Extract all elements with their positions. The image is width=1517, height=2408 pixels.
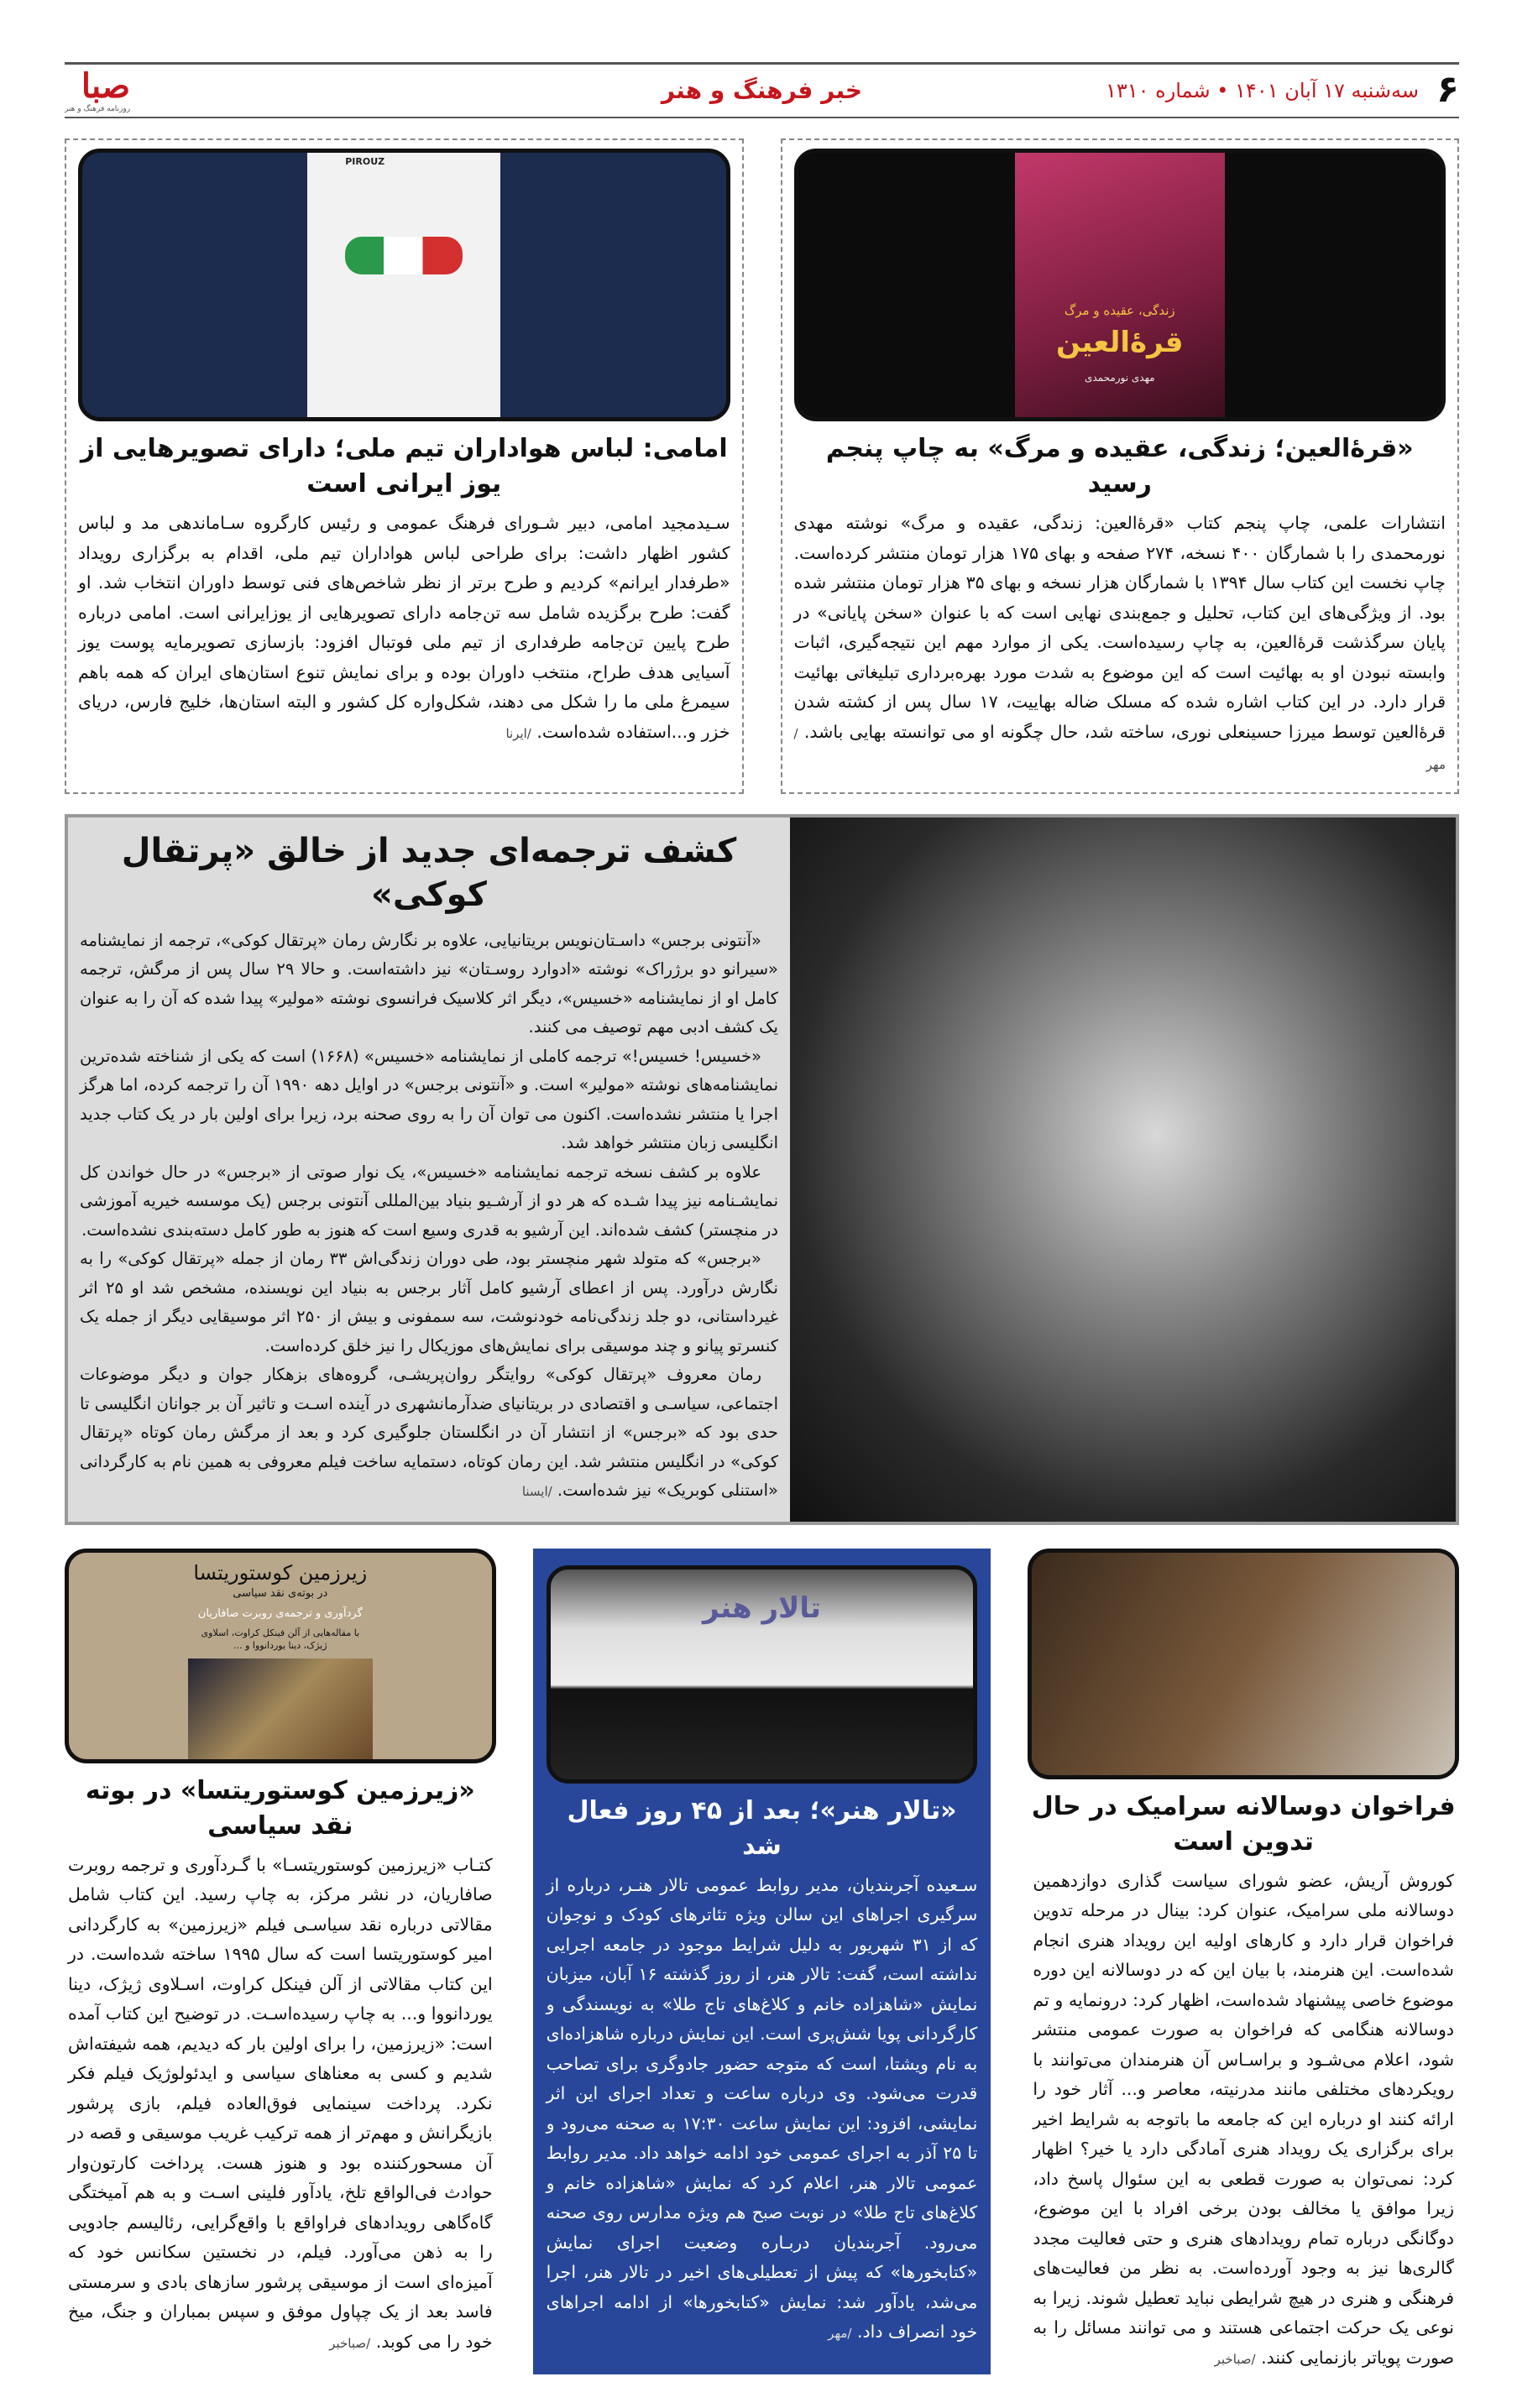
article-qurrat [781,138,1460,794]
article-source: /صباخبر [329,2335,371,2351]
jersey-image [78,149,730,421]
book-cover-image [794,149,1446,421]
body-text: انتشارات علمی، چاپ پنجم کتاب «قرۀالعین: زندگی، عقیده و مرگ» نوشته مهدی نورمحمدی را با شمارگان ۴۰۰ نسخه، ۲۷۴ صفحه و بهای ۱۷۵ هزار تومان منتشر کرده‌است. چاپ نخست این کتاب سال ۱۳۹۴ با شمارگان هزار نسخه و بهای ۳۵ هزار تومان منتشر شده بود. از ویژگی‌های این کتاب، تحلیل و جمع‌بندی نهایی است که با عنوان «سخن پایانی» در پایان سرگذشت قرۀالعین، به چاپ رسیده‌است. یکی از موارد مهم این نتیجه‌گیری، اثبات وابسته نبودن او به بهائیت است که این موضوع به شدت مورد بهره‌برداری تبلیغاتی بهائیت قرار دارد. در این کتاب اشاره شده که مسلک ضاله بهاییت، ۱۷ سال پس از کشته شدن قرۀالعین توسط میرزا حسینعلی نوری، ساخته شد، حال چگونه او می توانسته بهایی باشد. [793,513,1446,742]
article-title: «قرۀالعین؛ زندگی، عقیده و مرگ» به چاپ پنجم رسید [825,434,1414,499]
logo-tagline: روزنامه فرهنگ و هنر [65,105,131,113]
article-title: «تالار هنر»؛ بعد از ۴۵ روز فعال شد [567,1795,957,1861]
article-source: /صباخبر [1214,2351,1256,2367]
article-source: /مهر [793,725,1446,772]
article-title: «زیرزمین کوستوریتسا» در بوته نقد سیاسی [85,1775,475,1841]
shirt-label: PIROUZ [345,156,385,167]
article-body [65,1851,496,2359]
logo [65,68,130,114]
article-burgess [65,814,1459,1525]
cover-text [69,1559,492,1652]
article-kusturica [65,1549,496,2375]
body-text: سـعیده آجربندیان، مدیر روابط عمومی تالار هنـر، درباره از سرگیری اجراهای این سالن ویژه تئاترهای کودک و نوجوان که از ۳۱ شهریور به دلیل شرایط موجود در جامعه اجرایی نداشته است، گفت: تالار هنر، از روز گذشته ۱۶ آبان، میزبان نمایش «شاهزاده خانم و کلاغ‌های تاج طلا» به نویسندگی و کارگردانی پویا شش‌پری است. این نمایش درباره شاهزاده‌ای به نام ویشتا، است که متوجه حضور جادوگری برای تصاحب قدرت می‌شود. وی درباره ساعت و تعداد اجرای این اثر نمایشی، افزود: این نمایش ساعت ۱۷:۳۰ به صحنه می‌رود و تا ۲۵ آذر به اجرای عمومی خود ادامه خواهد داد. مدیر روابط عمومی تالار هنر، اعلام کرد که نمایش «شاهزاده خانم و کلاغ‌های تاج طلا» در نوبت صبح هم ویژه مدارس روی صحنه می‌رود. آجربندیان دربـاره وضعیت اجرای نمایش «کتابخورها» که پیش از تعطیلی‌های اخیر در تالار هنر، اجرا می‌شد، یادآور شد: نمایش «کتابخورها» از ادامه اجراهای خود انصراف داد. [546,1874,978,2342]
body-text: سـیدمجید امامی، دبیر شـورای فرهنگ عمومی و رئیس کارگروه سـاماندهی مد و لباس کشور اظهار داشت: برای طراحی لباس هواداران تیم ملی، اقدام به برگزاری رویداد «طرفدار ایرانم» کردیم و طرح برتر از نظر شاخص‌های فنی توسط داوران انتخاب شد. او گفت: طرح برگزیده شامل سه تن‌جامه دارای تصویرهایی از یوزایرانی است. امامی درباره طرح پایین تن‌جامه طرفداری از تیم ملی فوتبال افزود: بازسازی تصویرمایه پوست یوز آسیایی هدف طراح، منتخب داوران بوده و برای نمایش تنوع استان‌های ایران که همه باهم سیمرغ ملی ما را شکل می دهند، شکل‌واره کل کشور و البته استان‌ها، خلیج فارس، دریای خزر و...استفاده شده‌است. [78,513,730,742]
cover-subtitle: در بوته‌ی نقد سیاسی [233,1586,328,1600]
article-body [78,509,730,749]
article-ceramic [1028,1549,1459,2375]
cover-author: مهدی نورمحمدی [1084,372,1155,384]
building-photo [547,1565,978,1784]
book-cover-image [65,1549,496,1763]
article-body [1028,1867,1459,2375]
film-still [188,1658,373,1759]
article-title: کشف ترجمه‌ای جدید از خالق «پرتقال کوکی» [121,831,737,914]
article-source: /ایرنا [505,725,531,741]
header-rule [65,117,1459,118]
bottom-row [65,1549,1459,2375]
portrait-photo [790,817,1456,1522]
article-body [80,927,778,1507]
logo-text: صبا [81,66,131,106]
flag-stripe [345,237,463,274]
paragraph: رمان معروف «پرتقال کوکی» روایتگر روان‌پریشـی، گروه‌های بزهکار جوان و دیگر موضوعات اجتماعی، سیاسـی و اقتصادی در بریتانیای ضدآرمانشهری در آینده اسـت و تاثیر آن بر جوانان انگلیسی تا حدی بود که «برجس» از انتشار آن در انگلستان جلوگیری کرد و بعد از مرگش رمان کوتاه «پرتقال کوکی» در انگلیس منتشر شد. این رمان کوتاه، دستمایه ساخت فیلم معروفی به همین نام به کارگردانی «استنلی کوبریک» نیز شده‌است. [80,1365,778,1500]
article-title: فراخوان دوسالانه سرامیک در حال تدوین است [1031,1791,1456,1857]
feature-text-column [68,817,790,1522]
page-header [65,68,1459,117]
article-title: امامی: لباس هواداران تیم ملی؛ دارای تصویرهایی از یوز ایرانی است [80,434,728,499]
paragraph: «برجس» که متولد شهر منچستر بود، طی دوران زندگی‌اش ۳۳ رمان از جمله «پرتقال کوکی» را به نگارش درآورد. پس از اعطای آرشیو کامل آثار برجس به بنیاد این نویسنده، مشخص شد او ۲۵ اثر غیرداستانی، دو جلد زندگی‌نامه خودنوشت، سه سمفونی و بیش از ۲۵۰ اثر موسیقایی دیگر از جمله یک کنسرتو پیانو و چند موسیقی برای نمایش‌های موزیکال را نیز خلق کرده‌است. [80,1249,778,1355]
article-body [794,509,1446,781]
page-number: ۶ [1436,68,1459,111]
cover-credit: گردآوری و ترجمه‌ی روبرت صافاریان [197,1606,363,1620]
cover-note: با مقاله‌هایی از آلن فینکل کراوت، اسلاوی ژیژک، دینا یوردانووا و ... [201,1627,360,1651]
artist-photo [1028,1549,1459,1779]
top-rule [65,62,1459,65]
date-issue: سه‌شنبه ۱۷ آبان ۱۴۰۱ • شماره ۱۳۱۰ [1105,79,1419,102]
building-sign: تالار هنر [703,1591,821,1625]
article-emami [65,138,744,794]
body-text: کوروش آریش، عضو شورای سیاست گذاری دوازدهمین دوسالانه ملی سرامیک، عنوان کرد: بینال در مرحله تدوین فراخوان قرار دارد و کارهای اولیه این رویداد هنری انجام شده‌است. این هنرمند، با بیان این که در دوسالانه این دوره موضوع خاصی پیشنهاد شده‌است، اظهار کرد: درونمایه و تم دوسالانه هنگامی که فراخوان به صورت عمومی منتشر شود، اعلام می‌شـود و براسـاس آن هنرمندان می‌توانند با رویکردهای مختلفی مانند مدرنیته، معاصر و... آثار خود را ارائه کنند او درباره این که جامعه ما باتوجه به شرایط اخیر برای برگزاری یک رویداد هنری آمادگی دارد یا خیر؟ اظهار کرد: نمی‌توان به صورت قطعی به این سئوال پاسخ داد، زیرا موافق یا مخالف بودن برخی افراد با این موضوع، دوگانگی درباره تمام رویدادهای هنری و حتی فعالیت مجدد گالری‌ها نیز به وجود آورده‌است. به نظر من فعالیت‌های فرهنگی و هنری در هیچ شرایطی نباید تعطیل شوند. زیرا به نوعی یک حرکت اجتماعی هستند و می توانند مسائل را به صورت پویاتر بازنمایی کنند. [1033,1870,1454,2368]
article-body [547,1871,978,2349]
cover-title: قرۀالعین [1055,326,1184,359]
article-talar [533,1549,991,2375]
paragraph: «خسیس! خسیس!» ترجمه کاملی از نمایشنامه «خسیس» (۱۶۶۸) است که یکی از شناخته شده‌ترین نمایشنامه‌های نوشته «مولیر» است. و «آنتونی برجس» در اوایل دهه ۱۹۹۰ آن را ترجمه کرده، اما هرگز اجرا یا منتشر نشده‌است. اکنون می توان آن را به روی صحنه برد، زیرا برای اولین بار در یک کتاب جدید انگلیسی زبان منتشر خواهد شد. [80,1046,778,1152]
article-source: /مهر [828,2326,852,2341]
article-source: /ایسنا [521,1484,552,1499]
section-title: خبر فرهنگ و هنر [661,76,863,104]
cover-title: زیرزمین کوستوریتسا [193,1560,368,1585]
paragraph: «آنتونی برجس» داسـتان‌نویس بریتانیایی، علاوه بر نگارش رمان «پرتقال کوکی»، ترجمه از نمایشنامه «سیرانو دو برژراک» نوشته «ادوارد روسـتان» نیز داشته‌است. و حالا ۲۹ سال پس از مرگش، ترجمه کامل او از نمایشنامه «خسیس»، دیگر اثر کلاسیک فرانسوی نوشته «مولیر» پیدا شده که آن را به عنوان یک کشف ادبی مهم توصیف می کنند. [80,930,778,1037]
top-row [65,138,1459,794]
cover-subtitle: زندگی، عقیده و مرگ [1064,303,1175,318]
body-text: کتـاب «زیرزمین کوستوریتسـا» با گـردآوری و ترجمه روبرت صافاریان، در نشر مرکز، به چاپ رسید. این کتاب شامل مقالاتی درباره نقد سیاسـی فیلم «زیرزمین» به کارگردانی امیر کوستوریتسا است که سال ۱۹۹۵ ساخته شده‌است. در این کتاب مقالاتی از آلن فینکل کراوت، اسـلاوی ژیژک، دینا یوردانووا و... به چاپ رسیده‌اسـت. در توضیح این کتاب آمده است: «زیرزمین، را برای اولین بار که دیدیم، همه شیفته‌اش شدیم و کسی به معناهای سیاسی و ایدئولوژیک فیلم فکر نکرد. پرداخت سینمایی فوق‌العاده فیلم، بازی پرشور بازیگرانش و مهم‌تر از همه ترکیب غریب موسیقی و قصه در آن مسحورکننده بود و هنوز هست. پرداخت کارتون‌وار حوادث فی‌الواقع تلخ، یادآور فلینی اسـت و به هم آمیختگی گاه‌گاهی رویدادهای فراواقع با واقع‌گرایی، رئالیسم جادویی را به ذهن می‌آورد. فیلم، در نخستین سکانس خود که آمیزه‌ای است از موسیقی پرشور سازهای بادی و سرمستی فاسد بعد از یک چپاول موفق و سپس بمباران و جنگ، میخ خود را می کوبد. [67,1854,493,2352]
jersey [307,153,500,421]
book-cover [1015,153,1225,417]
paragraph: علاوه بر کشف نسخه ترجمه نمایشنامه «خسیس»، یک نوار صوتی از «برجس» در حال خواندن کل نمایشـنامه نیز پیدا شـده که هر دو از آرشـیو بنیاد بین‌المللی آنتونی برجس (یک موسسه خیریه آموزشی در منچستر) کشف شده‌اند. این آرشیو به قدری وسیع است که هنوز به طور کامل دسته‌بندی نشده‌است. [80,1162,778,1240]
